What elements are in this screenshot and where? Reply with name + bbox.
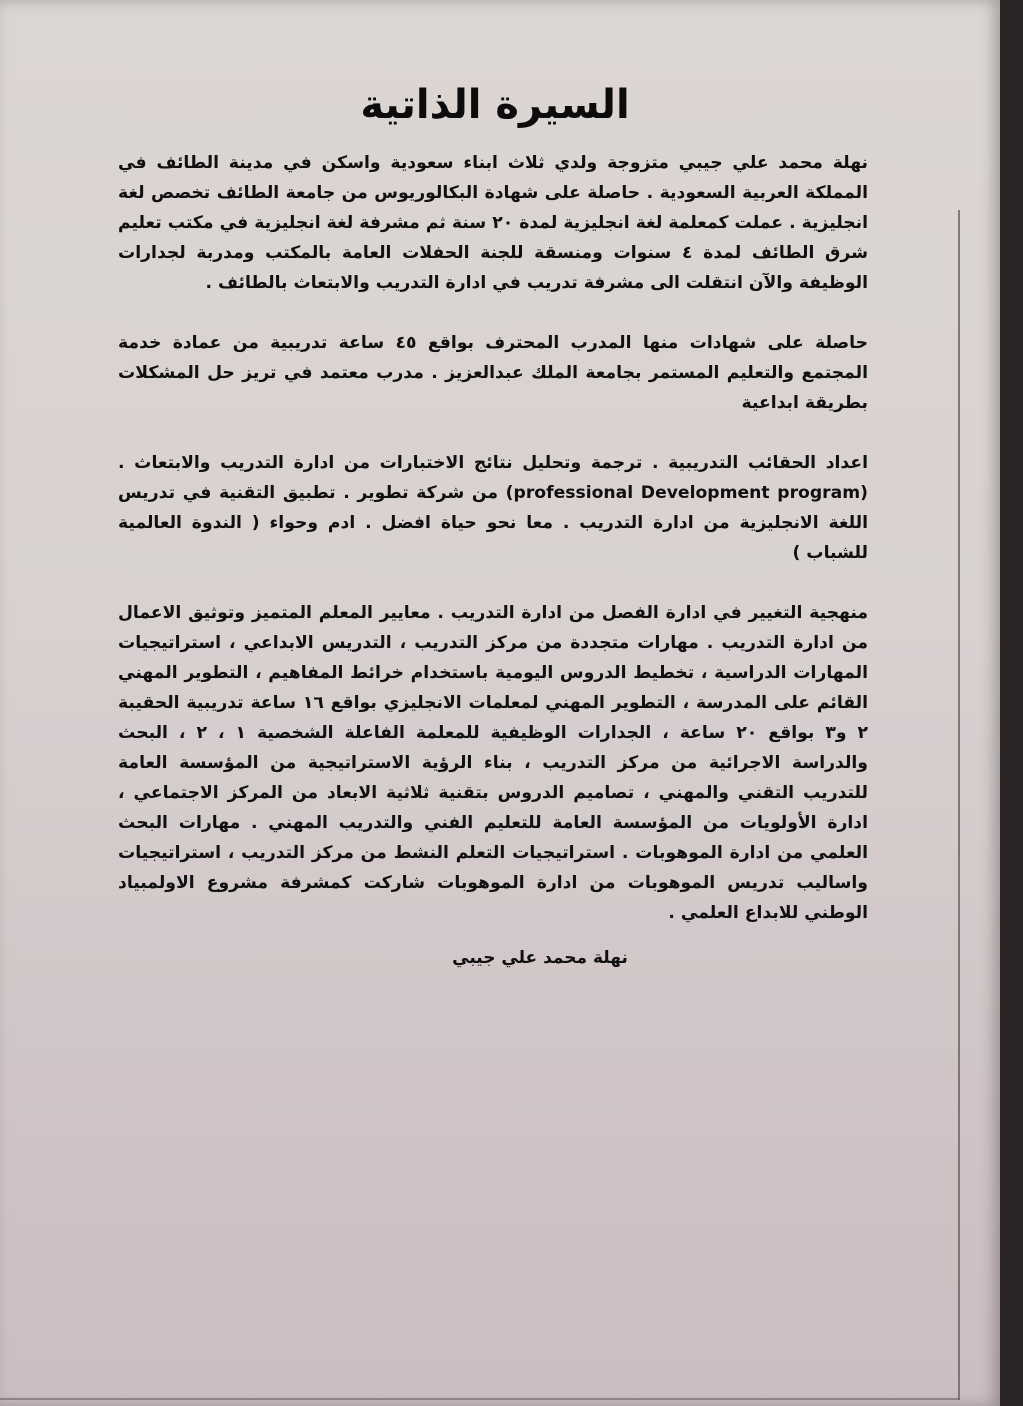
paragraph-personal-info: نهلة محمد علي جيبي متزوجة ولدي ثلاث ابناء سعودية واسكن في مدينة الطائف في المملكة العربية السعودية . حاصلة على شهادة البكالوريوس من جامعة الطائف تخصص لغة انجليزية . عملت كمعلمة لغة انجليزية لمدة ٢٠ سنة ثم مشرفة لغة انجليزية في مكتب تعليم شرق الطائف لمدة ٤ سنوات ومنسقة للجنة الحفلات العامة بالمكتب ومدربة لجدارات الوظيفة والآن انتقلت الى مشرفة تدريب في ادارة التدريب والابتعاث بالطائف . bbox=[118, 153, 868, 293]
paragraph-certificates: حاصلة على شهادات منها المدرب المحترف بواقع ٤٥ ساعة تدريبية من عمادة خدمة المجتمع والتعليم المستمر بجامعة الملك عبدالعزيز . مدرب معتمد في تريز حل المشكلات بطريقة ابداعية bbox=[118, 333, 869, 413]
page-edge-right bbox=[958, 210, 960, 1400]
document-body bbox=[118, 148, 868, 928]
courses-program-arabic: من شركة تطوير . تطبيق التقنية في تدريس bbox=[118, 483, 498, 503]
courses-program-english: (professional Development program) bbox=[505, 483, 868, 503]
courses-line-1: اعداد الحقائب التدريبية . ترجمة وتحليل نتائج الاختبارات من ادارة التدريب والابتعاث . bbox=[118, 453, 868, 473]
paragraph-training: منهجية التغيير في ادارة الفصل من ادارة التدريب . معايير المعلم المتميز وتوثيق الاعمال من ادارة التدريب . مهارات متجددة من مركز التدريب ، التدريس الابداعي ، استراتيجيات المهارات الدراسية ، تخطيط الدروس اليومية باستخدام خرائط المفاهيم ، التطوير المهني القائم على المدرسة ، التطوير المهني لمعلمات الانجليزي بواقع ١٦ ساعة تدريبية الحقيبة ٢ و٣ بواقع ٢٠ ساعة ، الجدارات الوظيفية للمعلمة الفاعلة الشخصية ١ ، ٢ ، البحث والدراسة الاجرائية من مركز التدريب ، بناء الرؤية الاستراتيجية من المؤسسة العامة للتدريب التقني والمهني ، تصاميم الدروس بتقنية ثلاثية الابعاد من المركز الاجتماعي ، ادارة الأولويات من المؤسسة العامة للتعليم الفني والتدريب المهني . مهارات البحث العلمي من ادارة الموهوبات . استراتيجيات التعلم النشط من مركز التدريب ، استراتيجيات واساليب تدريس الموهوبات من ادارة الموهوبات شاركت كمشرفة مشروع الاولمبياد الوطني للابداع العلمي . bbox=[118, 603, 869, 923]
document-title: السيرة الذاتية bbox=[360, 82, 630, 128]
signature-name: نهلة محمد علي جيبي bbox=[452, 948, 628, 968]
courses-line-3: اللغة الانجليزية من ادارة التدريب . معا نحو حياة افضل . ادم وحواء ( الندوة العالمية للشباب ) bbox=[118, 513, 868, 563]
paragraph-courses bbox=[118, 448, 868, 568]
page-edge-bottom bbox=[0, 1398, 960, 1400]
